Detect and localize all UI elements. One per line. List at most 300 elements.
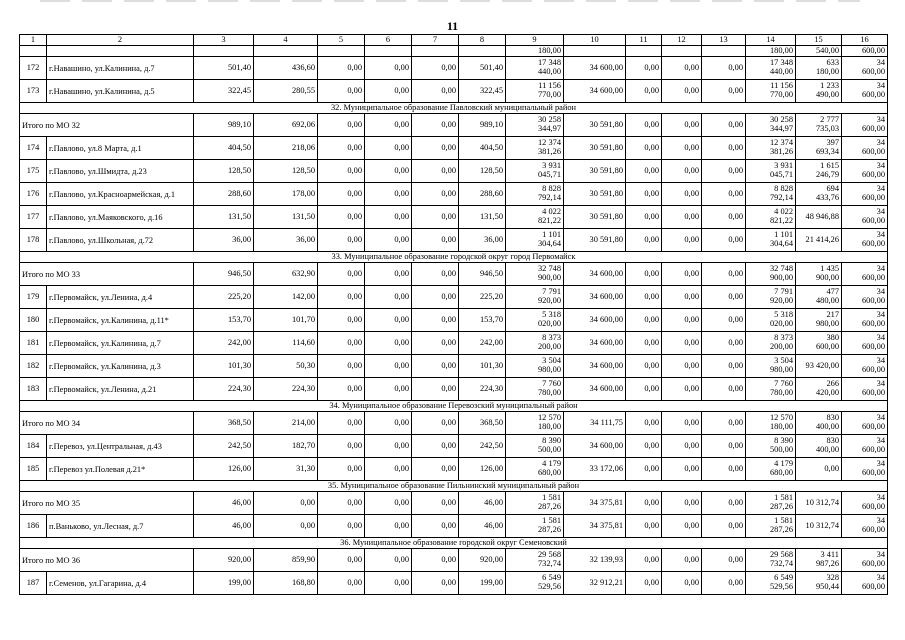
row-address: г.Павлово, ул.8 Марта, д.1 — [47, 137, 194, 160]
cell-c4: 692,06 — [254, 114, 318, 137]
cell-c5: 0,00 — [318, 206, 365, 229]
header-cell-7: 7 — [412, 35, 459, 46]
total-label: Итого по МО 32 — [20, 114, 194, 137]
cell-c3: 153,70 — [194, 309, 254, 332]
total-label: Итого по МО 36 — [20, 549, 194, 572]
cell-c3: 288,60 — [194, 183, 254, 206]
cell-c15: 21 414,26 — [796, 229, 842, 252]
cell-c11: 0,00 — [626, 160, 662, 183]
total-row — [20, 492, 888, 515]
section-row — [20, 401, 888, 412]
cell-c4: 168,80 — [254, 572, 318, 595]
cell-c16: 34 600,00 — [842, 206, 888, 229]
cell-c8: 224,30 — [459, 378, 506, 401]
cell-c12: 0,00 — [662, 183, 702, 206]
cell-c4: 50,30 — [254, 355, 318, 378]
cell-c6: 0,00 — [365, 206, 412, 229]
cell-c11: 0,00 — [626, 114, 662, 137]
header-cell-16: 16 — [842, 35, 888, 46]
cell-c16: 34 600,00 — [842, 160, 888, 183]
cell: 180,00 — [746, 46, 796, 57]
cell-c8: 322,45 — [459, 80, 506, 103]
cell-c5: 0,00 — [318, 332, 365, 355]
row-number: 185 — [20, 458, 47, 481]
cell-c8: 946,50 — [459, 263, 506, 286]
cell-c14: 12 570 180,00 — [746, 412, 796, 435]
cell-c9: 8 373 200,00 — [506, 332, 564, 355]
cell-c13: 0,00 — [702, 515, 746, 538]
cell-c14: 30 258 344,97 — [746, 114, 796, 137]
cell-c12: 0,00 — [662, 332, 702, 355]
cell-c9: 8 828 792,14 — [506, 183, 564, 206]
cell-c7: 0,00 — [412, 206, 459, 229]
cell-c3: 920,00 — [194, 549, 254, 572]
cell-c7: 0,00 — [412, 435, 459, 458]
row-address: г.Павлово, ул.Маяковского, д.16 — [47, 206, 194, 229]
total-row — [20, 412, 888, 435]
cell-c4: 280,55 — [254, 80, 318, 103]
section-title: 34. Муниципальное образование Перевозский муниципальный район — [20, 401, 888, 412]
cell-c12: 0,00 — [662, 57, 702, 80]
row-address: г.Первомайск, ул.Калинина, д.11* — [47, 309, 194, 332]
cell-c16: 34 600,00 — [842, 515, 888, 538]
cell-c14: 6 549 529,56 — [746, 572, 796, 595]
cell-c8: 368,50 — [459, 412, 506, 435]
cell-c10: 34 600,00 — [564, 378, 626, 401]
row-number: 172 — [20, 57, 47, 80]
cell-c11: 0,00 — [626, 80, 662, 103]
row-address: г.Перевоз ул.Полевая д.21* — [47, 458, 194, 481]
section-title: 32. Муниципальное образование Павловский муниципальный район — [20, 103, 888, 114]
cell-c14: 7 791 920,00 — [746, 286, 796, 309]
cell-c9: 5 318 020,00 — [506, 309, 564, 332]
cell-c11: 0,00 — [626, 263, 662, 286]
cell-c8: 36,00 — [459, 229, 506, 252]
cell-c13: 0,00 — [702, 229, 746, 252]
cell-c6: 0,00 — [365, 57, 412, 80]
section-row — [20, 103, 888, 114]
cell-c10: 30 591,80 — [564, 114, 626, 137]
cell-c5: 0,00 — [318, 378, 365, 401]
total-label: Итого по МО 35 — [20, 492, 194, 515]
cell-c13: 0,00 — [702, 263, 746, 286]
cell-c7: 0,00 — [412, 458, 459, 481]
cell-c9: 12 570 180,00 — [506, 412, 564, 435]
cell-c10: 34 600,00 — [564, 286, 626, 309]
cell-c10: 34 600,00 — [564, 57, 626, 80]
cell-c11: 0,00 — [626, 492, 662, 515]
row-address: г.Навашино, ул.Калинина, д.5 — [47, 80, 194, 103]
table-row — [20, 137, 888, 160]
cell-c14: 8 828 792,14 — [746, 183, 796, 206]
row-address: г.Перевоз, ул.Центральная, д.43 — [47, 435, 194, 458]
cell-c7: 0,00 — [412, 515, 459, 538]
cell-c8: 242,50 — [459, 435, 506, 458]
cell-c6: 0,00 — [365, 137, 412, 160]
cell-c8: 131,50 — [459, 206, 506, 229]
row-number: 183 — [20, 378, 47, 401]
cell-c11: 0,00 — [626, 412, 662, 435]
cell-c10: 34 375,81 — [564, 492, 626, 515]
row-address: г.Семенов, ул.Гагарина, д.4 — [47, 572, 194, 595]
cell-c7: 0,00 — [412, 355, 459, 378]
cell-c9: 29 568 732,74 — [506, 549, 564, 572]
cell-c10: 34 600,00 — [564, 263, 626, 286]
cell-c6: 0,00 — [365, 435, 412, 458]
cell-c16: 34 600,00 — [842, 332, 888, 355]
table-row — [20, 57, 888, 80]
cell-c15: 1 435 900,00 — [796, 263, 842, 286]
cell-c15: 93 420,00 — [796, 355, 842, 378]
cell-c15: 10 312,74 — [796, 492, 842, 515]
cell-c12: 0,00 — [662, 515, 702, 538]
cell-c8: 501,40 — [459, 57, 506, 80]
cell-c6: 0,00 — [365, 572, 412, 595]
section-title: 35. Муниципальное образование Пильнинский муниципальный район — [20, 481, 888, 492]
cell-c5: 0,00 — [318, 57, 365, 80]
cell-c11: 0,00 — [626, 183, 662, 206]
cell-c13: 0,00 — [702, 80, 746, 103]
header-cell-6: 6 — [365, 35, 412, 46]
cell-c14: 3 504 980,00 — [746, 355, 796, 378]
cell-c13: 0,00 — [702, 412, 746, 435]
row-number: 187 — [20, 572, 47, 595]
header-cell-3: 3 — [194, 35, 254, 46]
cell-c3: 128,50 — [194, 160, 254, 183]
section-row — [20, 538, 888, 549]
table-row — [20, 160, 888, 183]
cell-c15: 1 233 490,00 — [796, 80, 842, 103]
cell-c6: 0,00 — [365, 160, 412, 183]
row-number: 182 — [20, 355, 47, 378]
cell-c9: 8 390 500,00 — [506, 435, 564, 458]
cell-c10: 32 139,93 — [564, 549, 626, 572]
cell-c3: 225,20 — [194, 286, 254, 309]
cell-c14: 8 390 500,00 — [746, 435, 796, 458]
cell-c9: 4 022 821,22 — [506, 206, 564, 229]
cell-c5: 0,00 — [318, 309, 365, 332]
table-row — [20, 355, 888, 378]
cell-c7: 0,00 — [412, 229, 459, 252]
cell — [662, 46, 702, 57]
row-number: 174 — [20, 137, 47, 160]
cell-c16: 34 600,00 — [842, 435, 888, 458]
cell-c5: 0,00 — [318, 263, 365, 286]
row-number: 179 — [20, 286, 47, 309]
cell-c12: 0,00 — [662, 412, 702, 435]
cell-c8: 46,00 — [459, 515, 506, 538]
cell-c5: 0,00 — [318, 229, 365, 252]
cell-c3: 946,50 — [194, 263, 254, 286]
cell-c15: 694 433,76 — [796, 183, 842, 206]
cell-c9: 7 791 920,00 — [506, 286, 564, 309]
cell-c7: 0,00 — [412, 160, 459, 183]
cell-c15: 0,00 — [796, 458, 842, 481]
page-number: 11 — [446, 19, 459, 33]
cell-c7: 0,00 — [412, 309, 459, 332]
cell-c12: 0,00 — [662, 160, 702, 183]
table-row — [20, 332, 888, 355]
cell-c10: 34 375,81 — [564, 515, 626, 538]
row-address: г.Первомайск, ул.Ленина, д.21 — [47, 378, 194, 401]
row-number: 177 — [20, 206, 47, 229]
cell-c3: 368,50 — [194, 412, 254, 435]
cell-c5: 0,00 — [318, 435, 365, 458]
table-row — [20, 80, 888, 103]
cell-c12: 0,00 — [662, 137, 702, 160]
cell-c12: 0,00 — [662, 435, 702, 458]
cell-c6: 0,00 — [365, 80, 412, 103]
cell-c13: 0,00 — [702, 206, 746, 229]
cell-c16: 34 600,00 — [842, 355, 888, 378]
cell-c4: 436,60 — [254, 57, 318, 80]
cell-c8: 288,60 — [459, 183, 506, 206]
row-number: 186 — [20, 515, 47, 538]
cell-c10: 34 600,00 — [564, 355, 626, 378]
top-dashed-rule — [0, 0, 905, 3]
header-cell-14: 14 — [746, 35, 796, 46]
continuation-row — [20, 46, 888, 57]
cell-c7: 0,00 — [412, 572, 459, 595]
cell-c13: 0,00 — [702, 160, 746, 183]
cell-c10: 33 172,06 — [564, 458, 626, 481]
cell-c7: 0,00 — [412, 332, 459, 355]
table-row — [20, 515, 888, 538]
cell-c3: 989,10 — [194, 114, 254, 137]
cell-c7: 0,00 — [412, 183, 459, 206]
table-row — [20, 378, 888, 401]
cell-c5: 0,00 — [318, 412, 365, 435]
cell-c4: 0,00 — [254, 492, 318, 515]
cell-c16: 34 600,00 — [842, 549, 888, 572]
cell-c10: 34 600,00 — [564, 309, 626, 332]
cell-c12: 0,00 — [662, 309, 702, 332]
cell-c7: 0,00 — [412, 114, 459, 137]
cell-c5: 0,00 — [318, 515, 365, 538]
cell — [564, 46, 626, 57]
cell-c12: 0,00 — [662, 549, 702, 572]
cell: 180,00 — [506, 46, 564, 57]
cell-c8: 128,50 — [459, 160, 506, 183]
cell-c15: 830 400,00 — [796, 412, 842, 435]
cell-c5: 0,00 — [318, 458, 365, 481]
cell-c4: 859,90 — [254, 549, 318, 572]
cell-c16: 34 600,00 — [842, 229, 888, 252]
cell-c10: 30 591,80 — [564, 137, 626, 160]
cell-c8: 920,00 — [459, 549, 506, 572]
cell-c5: 0,00 — [318, 286, 365, 309]
cell-c7: 0,00 — [412, 137, 459, 160]
cell-c12: 0,00 — [662, 286, 702, 309]
cell-c3: 46,00 — [194, 492, 254, 515]
cell-c15: 3 411 987,26 — [796, 549, 842, 572]
cell — [47, 46, 194, 57]
cell-c12: 0,00 — [662, 206, 702, 229]
cell-c4: 178,00 — [254, 183, 318, 206]
cell-c11: 0,00 — [626, 378, 662, 401]
cell-c5: 0,00 — [318, 572, 365, 595]
cell-c12: 0,00 — [662, 492, 702, 515]
cell-c4: 101,70 — [254, 309, 318, 332]
table-row — [20, 229, 888, 252]
cell-c8: 101,30 — [459, 355, 506, 378]
cell-c11: 0,00 — [626, 206, 662, 229]
cell-c10: 30 591,80 — [564, 206, 626, 229]
cell-c7: 0,00 — [412, 412, 459, 435]
cell-c15: 10 312,74 — [796, 515, 842, 538]
cell-c15: 830 400,00 — [796, 435, 842, 458]
cell-c14: 11 156 770,00 — [746, 80, 796, 103]
cell-c6: 0,00 — [365, 263, 412, 286]
cell-c15: 217 980,00 — [796, 309, 842, 332]
cell-c16: 34 600,00 — [842, 263, 888, 286]
cell-c6: 0,00 — [365, 229, 412, 252]
cell-c4: 218,06 — [254, 137, 318, 160]
cell-c3: 242,00 — [194, 332, 254, 355]
cell-c9: 3 931 045,71 — [506, 160, 564, 183]
cell-c13: 0,00 — [702, 355, 746, 378]
cell-c9: 1 581 287,26 — [506, 515, 564, 538]
cell-c9: 7 760 780,00 — [506, 378, 564, 401]
cell — [194, 46, 254, 57]
cell-c6: 0,00 — [365, 114, 412, 137]
cell-c4: 214,00 — [254, 412, 318, 435]
cell-c3: 131,50 — [194, 206, 254, 229]
cell-c6: 0,00 — [365, 492, 412, 515]
header-cell-5: 5 — [318, 35, 365, 46]
header-cell-12: 12 — [662, 35, 702, 46]
row-address: г.Первомайск, ул.Калинина, д.3 — [47, 355, 194, 378]
cell-c9: 30 258 344,97 — [506, 114, 564, 137]
table-row — [20, 309, 888, 332]
cell-c13: 0,00 — [702, 492, 746, 515]
table-body — [20, 35, 888, 595]
cell-c6: 0,00 — [365, 183, 412, 206]
cell-c8: 225,20 — [459, 286, 506, 309]
row-address: г.Первомайск, ул.Калинина, д.7 — [47, 332, 194, 355]
cell-c9: 32 748 900,00 — [506, 263, 564, 286]
cell-c8: 153,70 — [459, 309, 506, 332]
cell-c16: 34 600,00 — [842, 137, 888, 160]
section-row — [20, 481, 888, 492]
cell-c3: 36,00 — [194, 229, 254, 252]
cell-c10: 34 600,00 — [564, 80, 626, 103]
header-row — [20, 35, 888, 46]
cell-c5: 0,00 — [318, 160, 365, 183]
table-row — [20, 183, 888, 206]
cell-c10: 34 600,00 — [564, 332, 626, 355]
header-cell-10: 10 — [564, 35, 626, 46]
cell-c12: 0,00 — [662, 229, 702, 252]
cell-c11: 0,00 — [626, 458, 662, 481]
cell-c9: 12 374 381,26 — [506, 137, 564, 160]
cell-c12: 0,00 — [662, 263, 702, 286]
cell-c14: 1 581 287,26 — [746, 515, 796, 538]
cell — [318, 46, 365, 57]
cell-c8: 46,00 — [459, 492, 506, 515]
row-address: г.Павлово, ул.Красноармейская, д.1 — [47, 183, 194, 206]
cell-c11: 0,00 — [626, 515, 662, 538]
cell-c5: 0,00 — [318, 549, 365, 572]
cell-c6: 0,00 — [365, 515, 412, 538]
cell-c13: 0,00 — [702, 572, 746, 595]
cell-c12: 0,00 — [662, 378, 702, 401]
table-row — [20, 458, 888, 481]
cell-c11: 0,00 — [626, 549, 662, 572]
table-row — [20, 435, 888, 458]
cell-c6: 0,00 — [365, 309, 412, 332]
header-cell-15: 15 — [796, 35, 842, 46]
cell-c11: 0,00 — [626, 137, 662, 160]
cell-c14: 29 568 732,74 — [746, 549, 796, 572]
cell: 540,00 — [796, 46, 842, 57]
cell-c16: 34 600,00 — [842, 80, 888, 103]
row-address: г.Павлово, ул.Школьная, д.72 — [47, 229, 194, 252]
cell-c12: 0,00 — [662, 458, 702, 481]
cell-c9: 3 504 980,00 — [506, 355, 564, 378]
total-row — [20, 263, 888, 286]
cell-c13: 0,00 — [702, 137, 746, 160]
cell-c12: 0,00 — [662, 80, 702, 103]
cell — [365, 46, 412, 57]
cell-c11: 0,00 — [626, 57, 662, 80]
header-cell-8: 8 — [459, 35, 506, 46]
cell-c5: 0,00 — [318, 114, 365, 137]
row-address: г.Навашино, ул.Калинина, д.7 — [47, 57, 194, 80]
cell-c14: 1 581 287,26 — [746, 492, 796, 515]
table-row — [20, 286, 888, 309]
cell-c15: 328 950,44 — [796, 572, 842, 595]
row-address: г.Павлово, ул.Шмидта, д.23 — [47, 160, 194, 183]
cell-c16: 34 600,00 — [842, 114, 888, 137]
cell — [412, 46, 459, 57]
cell-c4: 0,00 — [254, 515, 318, 538]
header-cell-9: 9 — [506, 35, 564, 46]
cell-c4: 142,00 — [254, 286, 318, 309]
row-address: г.Первомайск, ул.Ленина, д.4 — [47, 286, 194, 309]
cell-c8: 989,10 — [459, 114, 506, 137]
cell: 600,00 — [842, 46, 888, 57]
cell-c6: 0,00 — [365, 412, 412, 435]
cell-c16: 34 600,00 — [842, 572, 888, 595]
cell-c15: 48 946,88 — [796, 206, 842, 229]
cell-c4: 36,00 — [254, 229, 318, 252]
cell-c8: 126,00 — [459, 458, 506, 481]
cell-c10: 30 591,80 — [564, 229, 626, 252]
header-cell-2: 2 — [47, 35, 194, 46]
cell-c14: 17 348 440,00 — [746, 57, 796, 80]
cell-c5: 0,00 — [318, 183, 365, 206]
cell-c13: 0,00 — [702, 114, 746, 137]
cell-c5: 0,00 — [318, 137, 365, 160]
cell-c3: 322,45 — [194, 80, 254, 103]
section-title: 33. Муниципальное образование городской округ город Первомайск — [20, 252, 888, 263]
cell-c3: 224,30 — [194, 378, 254, 401]
cell-c9: 6 549 529,56 — [506, 572, 564, 595]
cell-c5: 0,00 — [318, 80, 365, 103]
cell-c13: 0,00 — [702, 378, 746, 401]
cell-c16: 34 600,00 — [842, 458, 888, 481]
cell-c15: 397 693,34 — [796, 137, 842, 160]
cell-c14: 8 373 200,00 — [746, 332, 796, 355]
cell-c13: 0,00 — [702, 435, 746, 458]
cell-c3: 501,40 — [194, 57, 254, 80]
cell-c12: 0,00 — [662, 355, 702, 378]
total-row — [20, 549, 888, 572]
cell-c3: 101,30 — [194, 355, 254, 378]
section-title: 36. Муниципальное образование городской округ Семеновский — [20, 538, 888, 549]
cell-c4: 224,30 — [254, 378, 318, 401]
